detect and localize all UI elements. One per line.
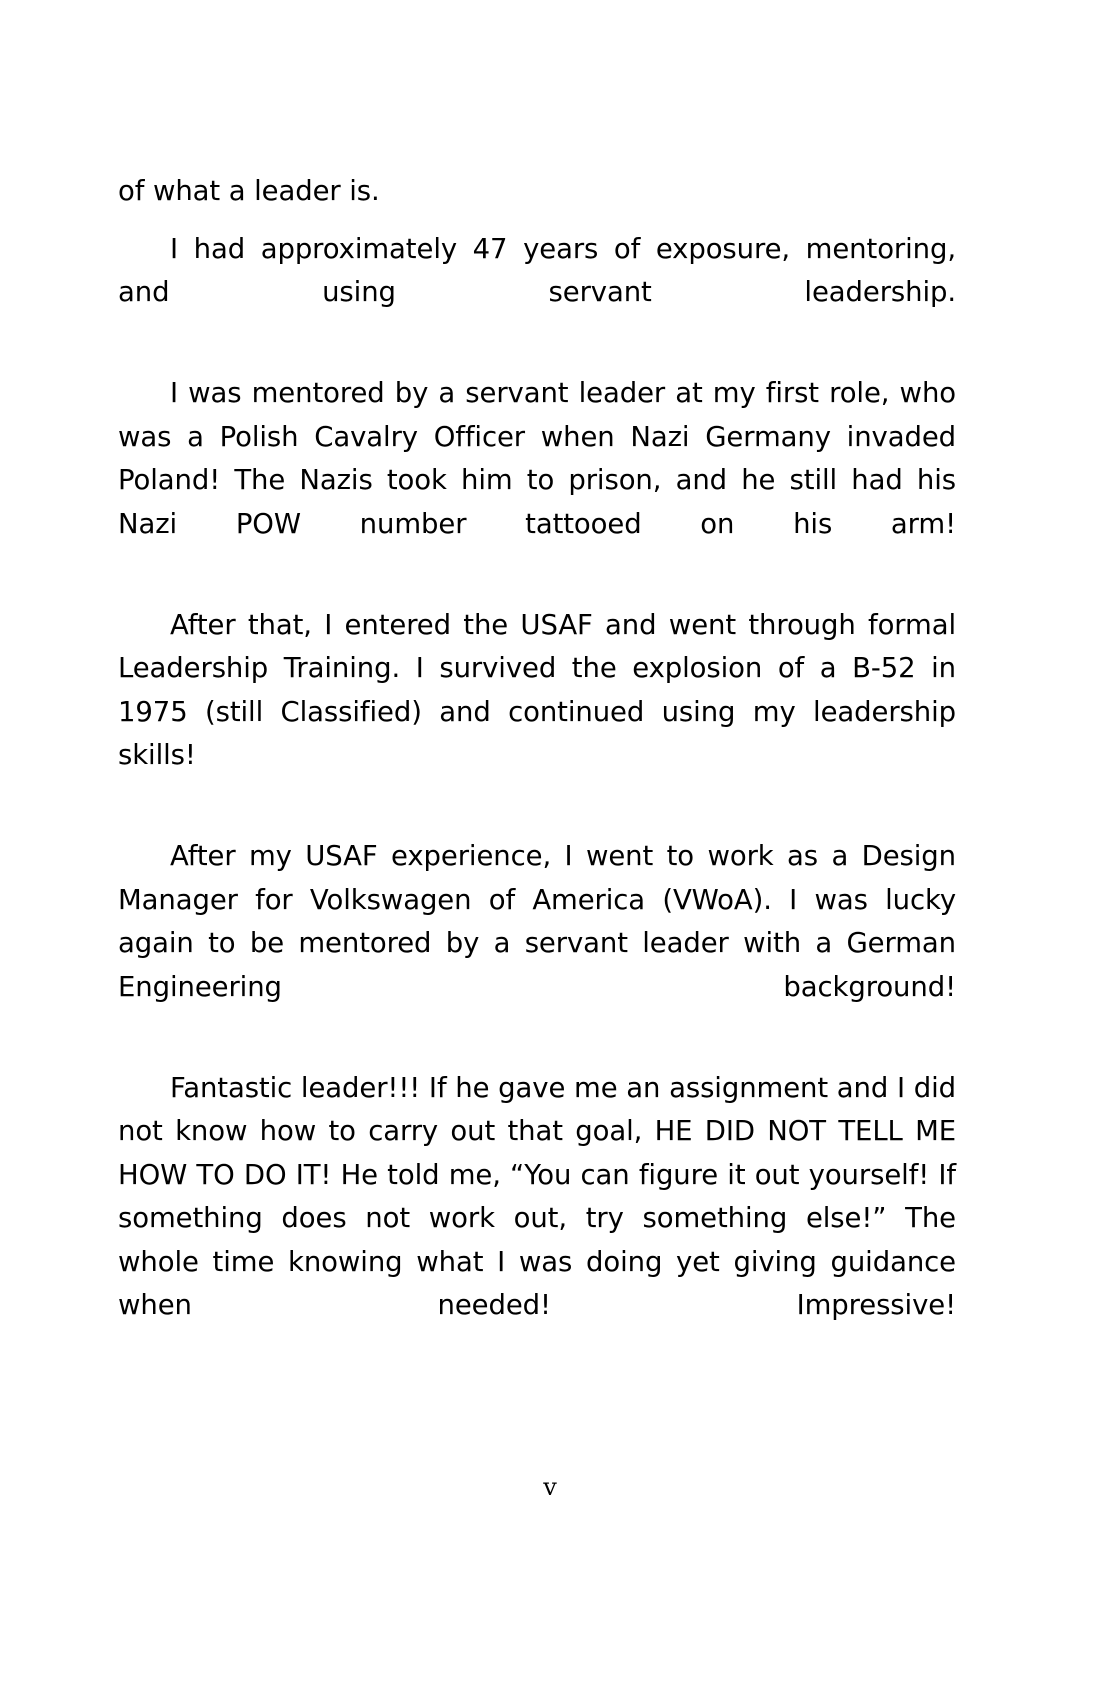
paragraph-continuation: of what a leader is. — [118, 175, 380, 207]
paragraph-usaf-training: After that, I entered the USAF and went through formal Leadership Training. I survived the explosion of a B-52 in 1975 (still Classified) and continued using my leadership skills! — [118, 608, 956, 771]
paragraph-exposure-mentoring: I had approximately 47 years of exposure, mentoring, and using servant leadership. — [118, 232, 956, 308]
paragraph-volkswagen: After my USAF experience, I went to work as a Design Manager for Volkswagen of America (VWoA). I was lucky again to be mentored by a servant leader with a German Engineering background! — [118, 840, 956, 1003]
page-number: v — [543, 1473, 557, 1501]
paragraph-first-mentor: I was mentored by a servant leader at my first role, who was a Polish Cavalry Officer when Nazi Germany invaded Poland! The Nazis took him to prison, and he still had his Nazi POW number tattooed on his arm! — [118, 377, 956, 540]
paragraph-fantastic-leader: Fantastic leader!!! If he gave me an assignment and I did not know how to carry out that goal, HE DID NOT TELL ME HOW TO DO IT! He told me, “You can figure it out yourself! If something does not work out, try something else!” The whole time knowing what I was doing yet giving guidance when needed! Impressive! — [118, 1071, 956, 1321]
body-text-column — [118, 170, 956, 1385]
